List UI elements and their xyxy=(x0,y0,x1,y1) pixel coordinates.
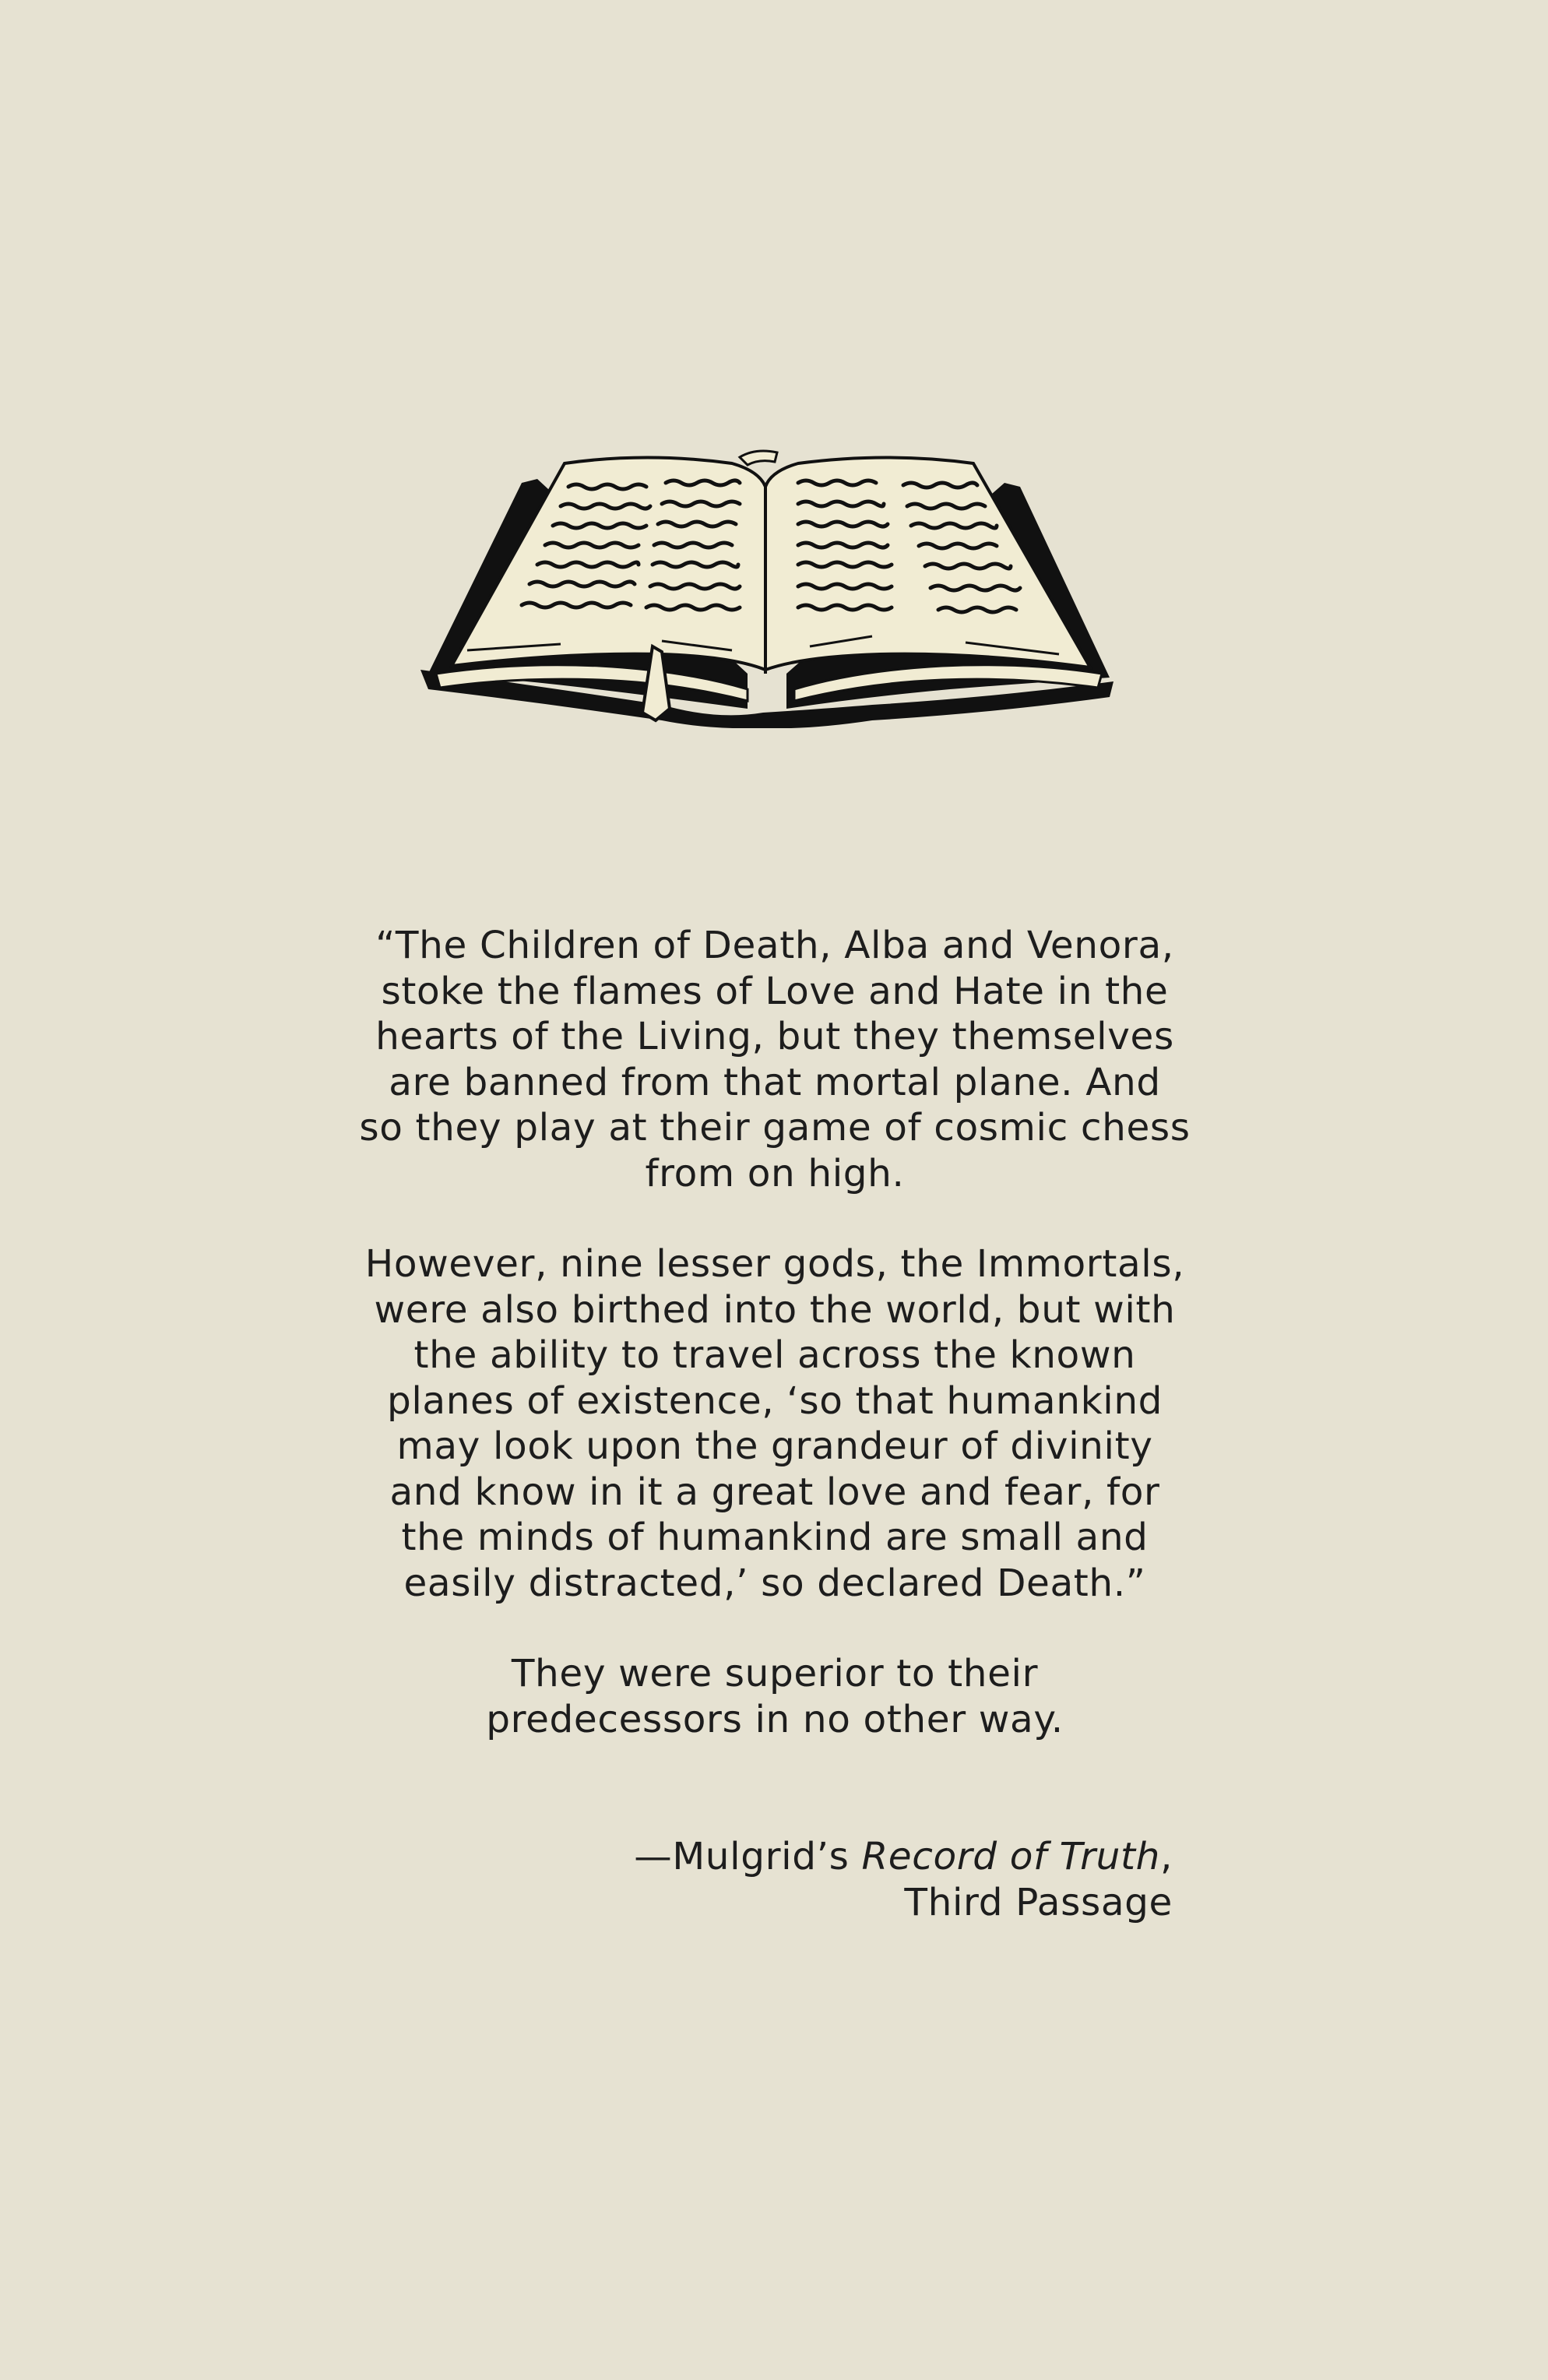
quote-paragraph-1 xyxy=(343,923,1207,1196)
quote-paragraph-2 xyxy=(343,1241,1207,1606)
text-line: the ability to travel across the known xyxy=(413,1333,1136,1377)
attribution-work-title: Record of Truth xyxy=(861,1835,1160,1878)
text-line: so they play at their game of cosmic chess xyxy=(359,1106,1191,1150)
text-line: They were superior to their xyxy=(511,1652,1039,1695)
text-line: However, nine lesser gods, the Immortals, xyxy=(364,1242,1185,1286)
text-line: and know in it a great love and fear, for xyxy=(389,1470,1160,1514)
attribution-section: Third Passage xyxy=(904,1880,1173,1924)
text-line: hearts of the Living, but they themselves xyxy=(375,1015,1174,1058)
attribution-source xyxy=(634,1834,1173,1880)
text-line: easily distracted,’ so declared Death.” xyxy=(403,1561,1146,1605)
open-book-icon xyxy=(405,440,1129,728)
text-line: planes of existence, ‘so that humankind xyxy=(386,1378,1163,1423)
attribution-suffix: , xyxy=(1159,1835,1173,1878)
closing-paragraph xyxy=(343,1651,1207,1742)
text-line: may look upon the grandeur of divinity xyxy=(396,1424,1153,1468)
text-line: predecessors in no other way. xyxy=(486,1697,1064,1741)
text-line: the minds of humankind are small and xyxy=(401,1516,1149,1559)
text-line: from on high. xyxy=(645,1151,905,1195)
text-line: are banned from that mortal plane. And xyxy=(389,1060,1161,1104)
attribution xyxy=(634,1834,1173,1925)
attribution-prefix: —Mulgrid’s xyxy=(634,1835,862,1878)
text-line: stoke the flames of Love and Hate in the xyxy=(381,969,1169,1013)
text-line: “The Children of Death, Alba and Venora, xyxy=(375,924,1174,967)
text-line: were also birthed into the world, but with xyxy=(374,1287,1176,1332)
